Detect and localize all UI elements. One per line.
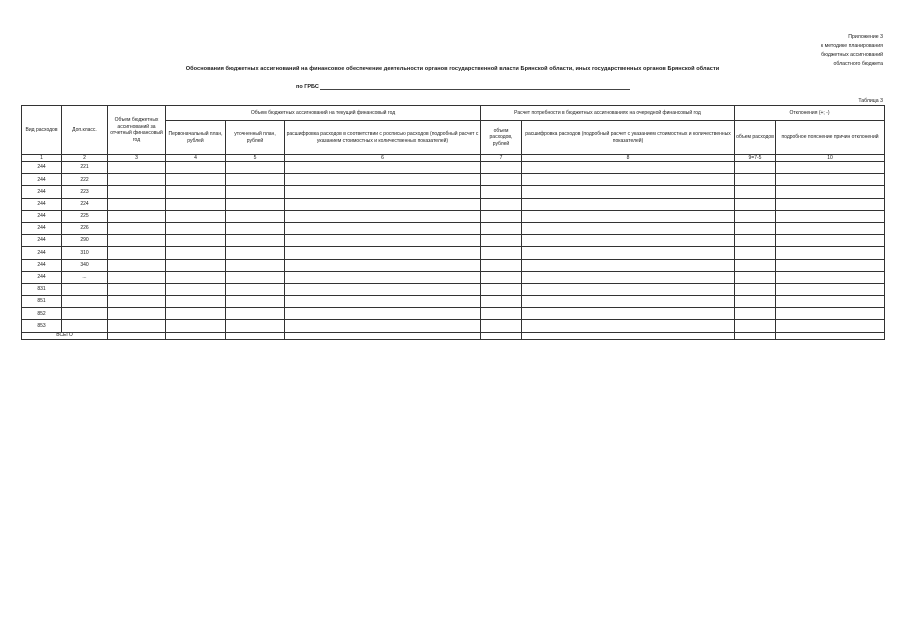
column-number: 2	[62, 155, 108, 162]
table-cell[interactable]	[166, 162, 226, 174]
table-cell[interactable]	[166, 308, 226, 320]
table-cell[interactable]	[285, 198, 481, 210]
table-cell[interactable]	[522, 332, 735, 339]
table-cell[interactable]	[481, 271, 522, 283]
table-cell[interactable]	[108, 186, 166, 198]
table-cell[interactable]	[108, 174, 166, 186]
cell-vid: 244	[22, 271, 62, 283]
table-cell[interactable]	[166, 174, 226, 186]
table-cell[interactable]	[226, 308, 285, 320]
header-report-volume: Объем бюджетных ассигнований за отчетный финансовый год	[108, 106, 166, 155]
cell-dopklass: 310	[62, 247, 108, 259]
table-cell[interactable]	[481, 308, 522, 320]
table-cell[interactable]	[285, 296, 481, 308]
table-cell[interactable]	[522, 271, 735, 283]
table-cell[interactable]	[108, 247, 166, 259]
table-cell[interactable]	[776, 210, 885, 222]
table-cell[interactable]	[108, 259, 166, 271]
table-row	[22, 162, 885, 174]
header-deviation: Отклонения (+; -)	[735, 106, 885, 121]
table-cell[interactable]	[166, 320, 226, 332]
cell-dopklass	[62, 283, 108, 295]
table-cell[interactable]	[481, 332, 522, 339]
table-cell[interactable]	[481, 186, 522, 198]
grbs-label: по ГРБС	[296, 84, 319, 90]
cell-vid: 244	[22, 186, 62, 198]
table-cell[interactable]	[108, 283, 166, 295]
table-cell[interactable]	[735, 283, 776, 295]
column-number: 4	[166, 155, 226, 162]
header-current-breakdown: расшифровка расходов в соответствии с росписью расходов (подробный расчет с указанием стоимостных и количественных показателей)	[285, 121, 481, 155]
grbs-line	[296, 83, 630, 90]
header-vid: Вид расходов	[22, 106, 62, 155]
grbs-fill-line[interactable]	[320, 83, 630, 90]
table-cell[interactable]	[226, 210, 285, 222]
header-current-year: Объем бюджетных ассигнований на текущий финансовый год	[166, 106, 481, 121]
column-number: 1	[22, 155, 62, 162]
table-cell[interactable]	[226, 283, 285, 295]
table-cell[interactable]	[108, 210, 166, 222]
table-row	[22, 308, 885, 320]
table-cell[interactable]	[481, 210, 522, 222]
table-cell[interactable]	[226, 186, 285, 198]
table-cell[interactable]	[735, 210, 776, 222]
cell-vid: 244	[22, 198, 62, 210]
table-cell[interactable]	[735, 198, 776, 210]
table-cell[interactable]	[735, 259, 776, 271]
table-cell[interactable]	[108, 162, 166, 174]
table-cell[interactable]	[285, 162, 481, 174]
table-cell[interactable]	[166, 296, 226, 308]
header-dopklass: Доп.класс.	[62, 106, 108, 155]
table-cell[interactable]	[226, 162, 285, 174]
cell-dopklass	[62, 308, 108, 320]
table-cell[interactable]	[481, 259, 522, 271]
table-cell[interactable]	[285, 210, 481, 222]
table-cell[interactable]	[522, 210, 735, 222]
header-initial-plan: Первоначальный план, рублей	[166, 121, 226, 155]
table-cell[interactable]	[776, 271, 885, 283]
table-cell[interactable]	[776, 308, 885, 320]
cell-vid: 244	[22, 247, 62, 259]
table-cell[interactable]	[108, 222, 166, 234]
table-cell[interactable]	[285, 174, 481, 186]
cell-dopklass: 290	[62, 235, 108, 247]
table-cell[interactable]	[735, 162, 776, 174]
table-cell[interactable]	[108, 308, 166, 320]
cell-dopklass: 224	[62, 198, 108, 210]
table-cell[interactable]	[522, 222, 735, 234]
table-cell[interactable]	[226, 222, 285, 234]
table-cell[interactable]	[776, 162, 885, 174]
table-cell[interactable]	[735, 186, 776, 198]
document-title: Обоснования бюджетных ассигнований на финансовое обеспечение деятельности органов государственной власти Брянской области, иных государственных органов Брянской области	[185, 66, 720, 72]
table-cell[interactable]	[776, 320, 885, 332]
table-row	[22, 198, 885, 210]
table-cell[interactable]	[226, 332, 285, 339]
table-cell[interactable]	[226, 259, 285, 271]
table-cell[interactable]	[108, 235, 166, 247]
cell-vid: 244	[22, 210, 62, 222]
table-cell[interactable]	[522, 247, 735, 259]
column-number: 9=7-5	[735, 155, 776, 162]
table-cell[interactable]	[226, 247, 285, 259]
table-cell[interactable]	[108, 332, 166, 339]
column-number: 8	[522, 155, 735, 162]
table-cell[interactable]	[285, 283, 481, 295]
table-row	[22, 259, 885, 271]
appendix-line: областного бюджета	[833, 61, 883, 67]
table-cell[interactable]	[735, 222, 776, 234]
table-cell[interactable]	[166, 271, 226, 283]
table-row	[22, 271, 885, 283]
table-cell[interactable]	[166, 259, 226, 271]
table-cell[interactable]	[226, 271, 285, 283]
table-cell[interactable]	[285, 259, 481, 271]
table-cell[interactable]	[735, 308, 776, 320]
table-cell[interactable]	[776, 259, 885, 271]
cell-vid: 852	[22, 308, 62, 320]
cell-dopklass	[62, 320, 108, 332]
table-cell[interactable]	[776, 235, 885, 247]
appendix-block	[821, 33, 883, 69]
table-label: Таблица 3	[858, 98, 883, 104]
cell-dopklass: ...	[62, 271, 108, 283]
table-cell[interactable]	[776, 283, 885, 295]
table-cell[interactable]	[776, 222, 885, 234]
table-cell[interactable]	[776, 247, 885, 259]
column-number: 7	[481, 155, 522, 162]
total-label: ВСЕГО	[22, 332, 108, 339]
column-number: 6	[285, 155, 481, 162]
appendix-line: к методике планирования	[820, 43, 883, 49]
table-row	[22, 283, 885, 295]
table-cell[interactable]	[481, 235, 522, 247]
table-cell[interactable]	[481, 222, 522, 234]
table-cell[interactable]	[522, 296, 735, 308]
header-next-breakdown: расшифровка расходов (подробный расчет с указанием стоимостных и количественных показателей)	[522, 121, 735, 155]
column-number: 3	[108, 155, 166, 162]
table-cell[interactable]	[735, 271, 776, 283]
table-cell[interactable]	[776, 296, 885, 308]
table-cell[interactable]	[285, 247, 481, 259]
table-cell[interactable]	[166, 247, 226, 259]
table-cell[interactable]	[735, 247, 776, 259]
cell-vid: 853	[22, 320, 62, 332]
table-cell[interactable]	[522, 283, 735, 295]
table-cell[interactable]	[166, 222, 226, 234]
table-cell[interactable]	[776, 174, 885, 186]
table-row	[22, 235, 885, 247]
table-cell[interactable]	[481, 283, 522, 295]
column-number: 10	[776, 155, 885, 162]
table-cell[interactable]	[226, 174, 285, 186]
cell-dopklass: 223	[62, 186, 108, 198]
header-dev-volume: объем расходов	[735, 121, 776, 155]
table-cell[interactable]	[776, 186, 885, 198]
header-next-year: Расчет потребности в бюджетных ассигнованиях на очередной финансовый год	[481, 106, 735, 121]
table-body	[22, 162, 885, 333]
cell-dopklass: 225	[62, 210, 108, 222]
table-cell[interactable]	[735, 235, 776, 247]
table-cell[interactable]	[481, 162, 522, 174]
table-cell[interactable]	[166, 332, 226, 339]
table-cell[interactable]	[108, 198, 166, 210]
table-cell[interactable]	[226, 198, 285, 210]
cell-vid: 244	[22, 174, 62, 186]
table-cell[interactable]	[776, 198, 885, 210]
table-cell[interactable]	[226, 320, 285, 332]
appendix-line: бюджетных ассигнований	[821, 52, 883, 58]
table-row	[22, 174, 885, 186]
table-cell[interactable]	[285, 271, 481, 283]
table-cell[interactable]	[285, 332, 481, 339]
table-cell[interactable]	[166, 283, 226, 295]
table-cell[interactable]	[166, 210, 226, 222]
table-cell[interactable]	[166, 186, 226, 198]
table-cell[interactable]	[735, 174, 776, 186]
budget-table	[21, 105, 885, 340]
table-cell[interactable]	[285, 235, 481, 247]
cell-vid: 851	[22, 296, 62, 308]
table-cell[interactable]	[522, 259, 735, 271]
table-cell[interactable]	[481, 174, 522, 186]
table-row	[22, 247, 885, 259]
table-cell[interactable]	[166, 235, 226, 247]
table-cell[interactable]	[481, 296, 522, 308]
table-cell[interactable]	[735, 320, 776, 332]
table-cell[interactable]	[481, 198, 522, 210]
table-cell[interactable]	[735, 296, 776, 308]
table-cell[interactable]	[285, 320, 481, 332]
table-cell[interactable]	[481, 320, 522, 332]
cell-vid: 244	[22, 222, 62, 234]
table-cell[interactable]	[735, 332, 776, 339]
table-cell[interactable]	[522, 186, 735, 198]
table-cell[interactable]	[522, 235, 735, 247]
cell-dopklass: 221	[62, 162, 108, 174]
table-cell[interactable]	[522, 162, 735, 174]
table-cell[interactable]	[522, 198, 735, 210]
table-cell[interactable]	[108, 320, 166, 332]
table-cell[interactable]	[522, 308, 735, 320]
cell-vid: 244	[22, 162, 62, 174]
table-cell[interactable]	[522, 320, 735, 332]
cell-dopklass	[62, 296, 108, 308]
column-number: 5	[226, 155, 285, 162]
cell-vid: 244	[22, 259, 62, 271]
header-next-volume: объем расходов, рублей	[481, 121, 522, 155]
table-row	[22, 186, 885, 198]
table-cell[interactable]	[776, 332, 885, 339]
table-cell[interactable]	[285, 308, 481, 320]
header-dev-explanation: подробное пояснение причин отклонений	[776, 121, 885, 155]
table-cell[interactable]	[522, 174, 735, 186]
table-cell[interactable]	[166, 198, 226, 210]
table-row	[22, 296, 885, 308]
table-cell[interactable]	[226, 296, 285, 308]
table-row	[22, 320, 885, 332]
appendix-line: Приложение 3	[848, 34, 883, 40]
cell-dopklass: 340	[62, 259, 108, 271]
table-cell[interactable]	[108, 296, 166, 308]
table-cell[interactable]	[285, 186, 481, 198]
cell-dopklass: 222	[62, 174, 108, 186]
cell-dopklass: 226	[62, 222, 108, 234]
table-cell[interactable]	[108, 271, 166, 283]
table-cell[interactable]	[481, 247, 522, 259]
header-updated-plan: уточненный план, рублей	[226, 121, 285, 155]
cell-vid: 244	[22, 235, 62, 247]
table-row	[22, 222, 885, 234]
cell-vid: 831	[22, 283, 62, 295]
table-cell[interactable]	[226, 235, 285, 247]
table-row	[22, 210, 885, 222]
table-cell[interactable]	[285, 222, 481, 234]
